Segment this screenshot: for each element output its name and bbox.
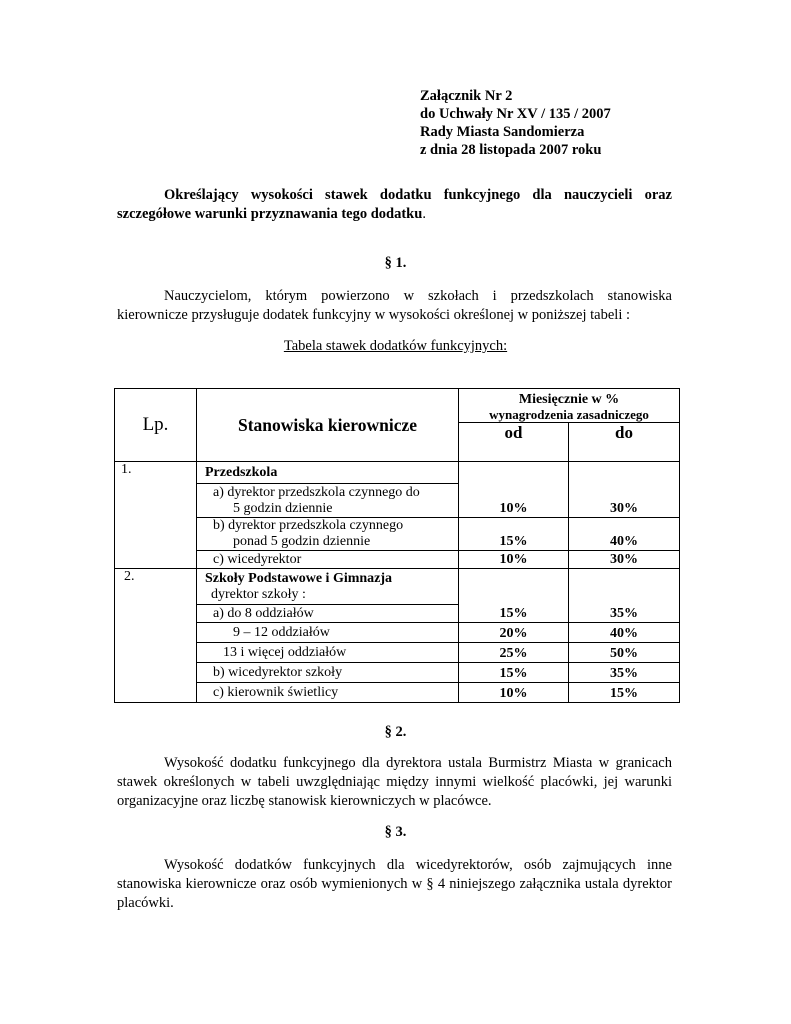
header-monthly-line2: wynagrodzenia zasadniczego [489, 406, 649, 422]
rate-from: 15% [459, 518, 569, 551]
group1-title: Przedszkola [197, 462, 459, 484]
header-monthly [459, 389, 680, 423]
intro-title: Określający wysokości stawek dodatku funkcyjnego dla nauczycieli oraz szczegółowe warunki przyznawania tego dodatku [117, 187, 672, 222]
table-row: c) kierownik świetlicy [197, 683, 459, 703]
group2-lp: 2. [115, 569, 197, 703]
council-name: Rady Miasta Sandomierza [420, 124, 585, 140]
table-row: b) wicedyrektor szkoły [197, 663, 459, 683]
rate-from: 10% [459, 551, 569, 569]
rate-from: 25% [459, 643, 569, 663]
rate-from: 15% [459, 605, 569, 623]
table-row: c) wicedyrektor [197, 551, 459, 569]
intro-tail: . [422, 206, 426, 222]
header-from: od [459, 423, 569, 462]
resolution-date: z dnia 28 listopada 2007 roku [420, 142, 602, 158]
attachment-number: Załącznik Nr 2 [420, 88, 513, 104]
section-1-heading: § 1. [384, 255, 407, 271]
rate-to: 30% [569, 551, 680, 569]
table-row: 13 i więcej oddziałów [197, 643, 459, 663]
header-monthly-line1: Miesięcznie w % [518, 391, 620, 407]
rate-to: 30% [569, 484, 680, 518]
header-to: do [569, 423, 680, 462]
rate-from: 10% [459, 484, 569, 518]
group2-title: Szkoły Podstawowe i Gimnazja dyrektor szkoły : [197, 569, 459, 605]
section-3-text: Wysokość dodatków funkcyjnych dla wicedyrektorów, osób zajmujących inne stanowiska kierownicze oraz osób wymienionych w § 4 niniejszego załącznika ustala dyrektor placówki. [117, 857, 672, 911]
section-3-heading: § 3. [384, 824, 407, 840]
intro-paragraph [117, 186, 672, 224]
rates-table [114, 388, 680, 703]
header-lp: Lp. [115, 389, 197, 462]
table-caption: Tabela stawek dodatków funkcyjnych: [283, 338, 508, 354]
rate-from: 10% [459, 683, 569, 703]
rate-to: 35% [569, 663, 680, 683]
resolution-number: do Uchwały Nr XV / 135 / 2007 [420, 106, 611, 122]
section-2-heading: § 2. [384, 724, 407, 740]
group1-lp: 1. [115, 462, 197, 569]
rate-from: 20% [459, 623, 569, 643]
header-position: Stanowiska kierownicze [197, 389, 459, 462]
rate-to: 40% [569, 518, 680, 551]
rate-from: 15% [459, 663, 569, 683]
table-row: b) dyrektor przedszkola czynnego ponad 5 godzin dziennie [197, 518, 459, 551]
table-row: a) dyrektor przedszkola czynnego do 5 godzin dziennie [197, 484, 459, 518]
table-row: a) do 8 oddziałów [197, 605, 459, 623]
section-2-text: Wysokość dodatku funkcyjnego dla dyrektora ustala Burmistrz Miasta w granicach stawek określonych w tabeli uwzględniając między innymi wielkość placówki, jej warunki organizacyjne oraz liczbę stanowisk kierowniczych w placówce. [117, 755, 672, 809]
section-1-text: Nauczycielom, którym powierzono w szkołach i przedszkolach stanowiska kierownicze przysługuje dodatek funkcyjny w wysokości określonej w poniższej tabeli : [117, 288, 672, 323]
rate-to: 40% [569, 623, 680, 643]
rate-to: 15% [569, 683, 680, 703]
attachment-header [420, 87, 611, 159]
rate-to: 35% [569, 605, 680, 623]
table-row: 9 – 12 oddziałów [197, 623, 459, 643]
rate-to: 50% [569, 643, 680, 663]
